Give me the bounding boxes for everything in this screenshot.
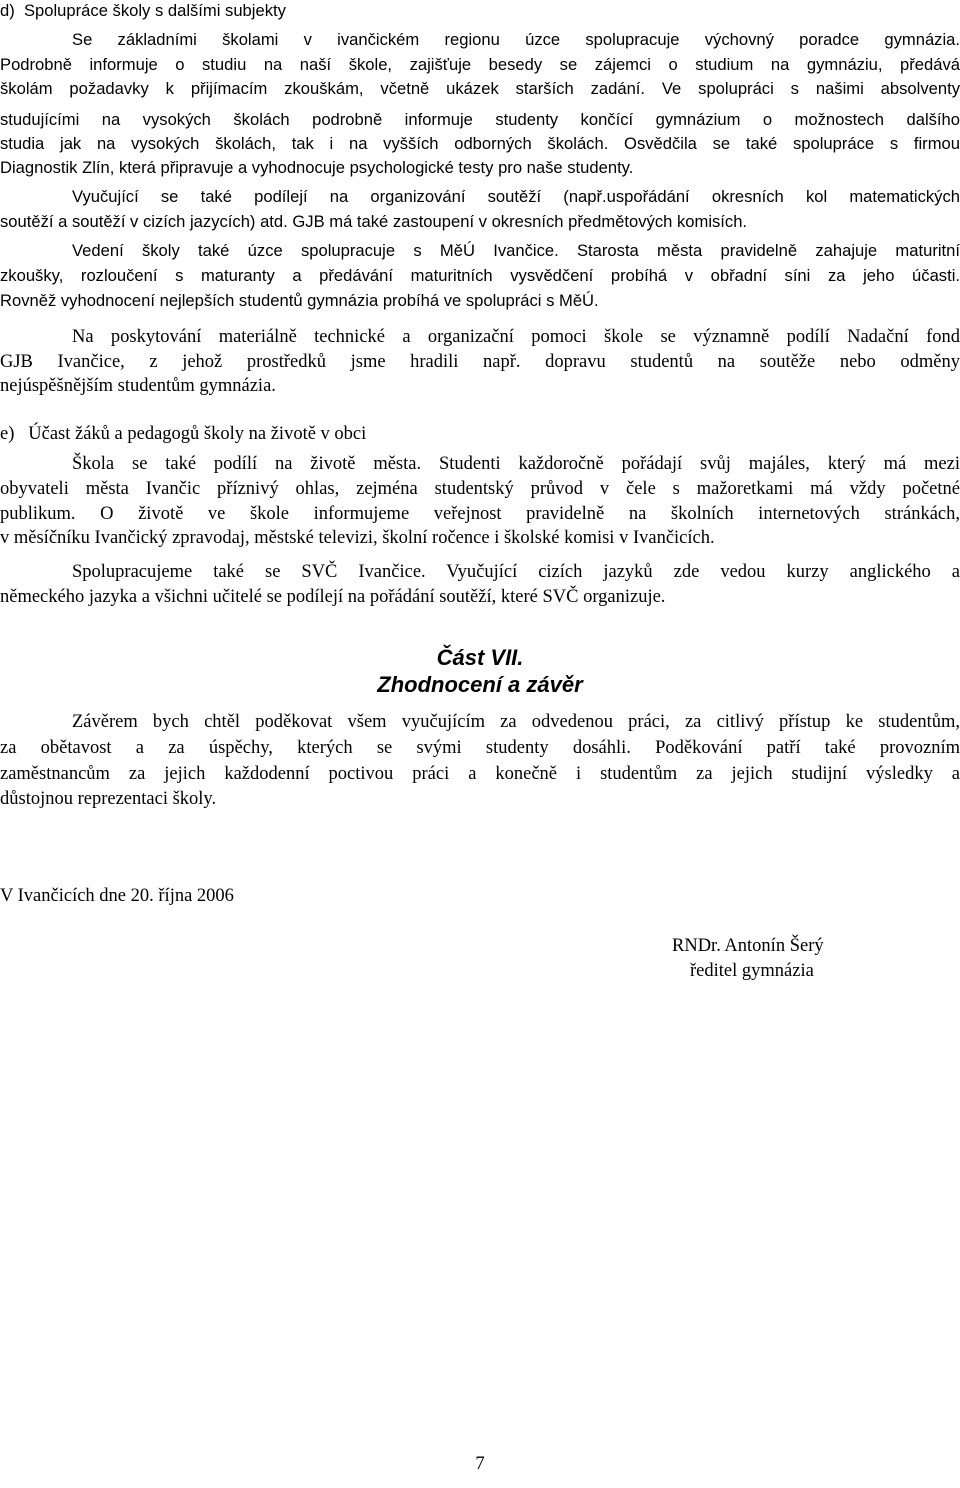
section-d-p1-line3: školám požadavky k přijímacím zkouškám, včetně ukázek starších zadání. Ve spolupráci s našimi absolventy	[0, 79, 960, 98]
section-d-p1-line5: studia jak na vysokých školách, tak i na vyšších odborných školách. Osvědčila se také spolupráce s firmou	[0, 134, 960, 153]
section-d-p3-line1: Vedení školy také úzce spolupracuje s MěÚ Ivančice. Starosta města pravidelně zahajuje maturitní	[72, 241, 960, 260]
section-e-p1-line4: v měsíčníku Ivančický zpravodaj, městské televizi, školní ročence i školské komisi v Ivančicích.	[0, 528, 715, 548]
section-d-heading: d) Spolupráce školy s dalšími subjekty	[0, 1, 286, 20]
section-e-p2-line1: Spolupracujeme také se SVČ Ivančice. Vyučující cizích jazyků zde vedou kurzy anglického a	[72, 562, 960, 582]
section-d-p1-line4: studujícími na vysokých školách podrobně informuje studenty končící gymnázium o možnostech dalšího	[0, 110, 960, 129]
signature-name: RNDr. Antonín Šerý	[672, 936, 824, 956]
section-d-p1-line2: Podrobně informuje o studiu na naší škole, zajišťuje besedy se zájemci o studium na gymnáziu, předává	[0, 55, 960, 74]
section-e-p1-line3: publikum. O životě ve škole informujeme veřejnost pravidelně na školních internetových stránkách,	[0, 504, 960, 524]
section-e-p1-line1: Škola se také podílí na životě města. Studenti každoročně pořádají svůj majáles, který má mezi	[72, 454, 960, 474]
section-d-p1-line1: Se základními školami v ivančickém regionu úzce spolupracuje výchovný poradce gymnázia.	[72, 30, 960, 49]
section-d-p4-line1: Na poskytování materiálně technické a organizační pomoci škole se významně podílí Nadační fond	[72, 327, 960, 347]
conclusion-line3: zaměstnancům za jejich každodenní poctivou práci a konečně i studentům za jejich studijní výsledky a	[0, 764, 960, 784]
part-subtitle: Zhodnocení a závěr	[377, 672, 583, 697]
section-d-p4-line2: GJB Ivančice, z jehož prostředků jsme hradili např. dopravu studentů na soutěže nebo odměny	[0, 352, 960, 372]
page-number: 7	[475, 1454, 485, 1474]
place-date: V Ivančicích dne 20. října 2006	[0, 886, 234, 906]
section-d-p2-line1: Vyučující se také podílejí na organizování soutěží (např.uspořádání okresních kol matematických	[72, 187, 960, 206]
section-d-p3-line2: zkoušky, rozloučení s maturanty a předávání maturitních vysvědčení probíhá v obřadní síni za jeho účasti.	[0, 266, 960, 285]
signature-title: ředitel gymnázia	[690, 961, 814, 981]
conclusion-line1: Závěrem bych chtěl poděkovat všem vyučujícím za odvedenou práci, za citlivý přístup ke studentům,	[72, 712, 960, 732]
section-e-heading: e) Účast žáků a pedagogů školy na životě v obci	[0, 424, 367, 444]
section-d-p1-line6: Diagnostik Zlín, která připravuje a vyhodnocuje psychologické testy pro naše studenty.	[0, 158, 634, 177]
section-d-p3-line3: Rovněž vyhodnocení nejlepších studentů gymnázia probíhá ve spolupráci s MěÚ.	[0, 291, 599, 310]
section-e-p2-line2: německého jazyka a všichni učitelé se podílejí na pořádání soutěží, které SVČ organizuje.	[0, 587, 666, 607]
section-d-p2-line2: soutěží a soutěží v cizích jazycích) atd. GJB má také zastoupení v okresních předmětových komisích.	[0, 212, 748, 231]
part-title: Část VII.	[436, 645, 524, 670]
conclusion-line4: důstojnou reprezentaci školy.	[0, 789, 217, 809]
section-e-p1-line2: obyvateli města Ivančic příznivý ohlas, zejména studentský průvod v čele s mažoretkami má vždy početné	[0, 479, 960, 499]
conclusion-line2: za obětavost a za úspěchy, kterých se svými studenty dosáhli. Poděkování patří také provozním	[0, 738, 960, 758]
section-d-p4-line3: nejúspěšnějším studentům gymnázia.	[0, 376, 276, 396]
